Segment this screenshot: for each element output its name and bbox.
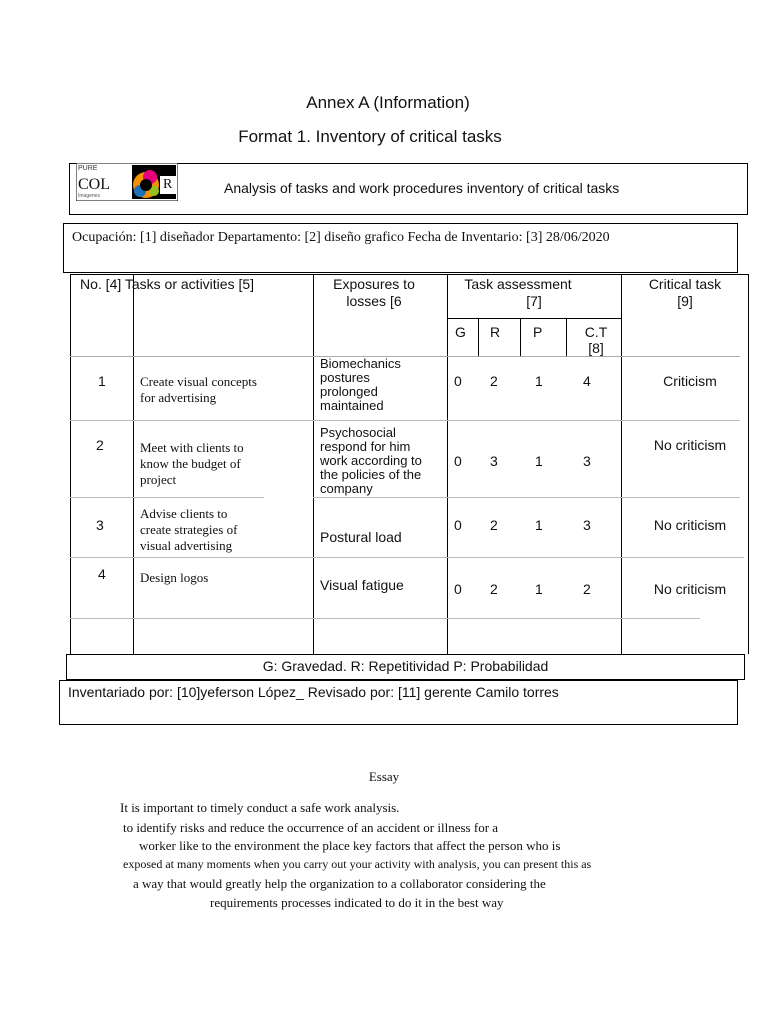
header-ct-1: C.T bbox=[584, 324, 608, 340]
legend-text: G: Gravedad. R: Repetitividad P: Probabilidad bbox=[262, 658, 549, 674]
header-critical-1: Critical task bbox=[648, 276, 722, 292]
exposure-text: Psychosocial respond for him work according to the policies of the company bbox=[320, 425, 422, 496]
company-logo bbox=[76, 163, 178, 201]
r-value: 3 bbox=[490, 453, 498, 469]
table-right-border bbox=[748, 274, 749, 654]
p-value: 1 bbox=[535, 373, 543, 389]
annex-title: Annex A (Information) bbox=[306, 93, 470, 112]
header-assessment-1: Task assessment bbox=[464, 276, 572, 292]
inventoried-by-text: Inventariado por: [10]yeferson López_ Revisado por: [11] gerente Camilo torres bbox=[68, 684, 559, 700]
critical-value: Criticism bbox=[663, 373, 717, 389]
task-text: Design logos bbox=[140, 570, 209, 585]
r-value: 2 bbox=[490, 373, 498, 389]
row-number: 2 bbox=[96, 437, 104, 453]
g-value: 0 bbox=[454, 373, 462, 389]
exposure-text: Postural load bbox=[320, 529, 402, 545]
header-exposures-2: losses [6 bbox=[346, 293, 402, 309]
essay-line: requirements processes indicated to do it in the best way bbox=[210, 895, 504, 910]
header-assessment-2: [7] bbox=[526, 293, 542, 309]
analysis-title: Analysis of tasks and work procedures inventory of critical tasks bbox=[224, 180, 620, 196]
col-divider-4 bbox=[621, 274, 622, 654]
logo-left-text: COL bbox=[78, 176, 110, 193]
task-text: Meet with clients to know the budget of project bbox=[140, 440, 244, 487]
header-r: R bbox=[490, 324, 501, 340]
g-value: 0 bbox=[454, 517, 462, 533]
p-value: 1 bbox=[535, 517, 543, 533]
row-number: 4 bbox=[98, 566, 106, 582]
p-value: 1 bbox=[535, 453, 543, 469]
row-line-1 bbox=[70, 356, 740, 357]
essay-line: a way that would greatly help the organization to a collaborator considering the bbox=[133, 876, 546, 891]
critical-value: No criticism bbox=[653, 581, 727, 597]
header-ct-2: [8] bbox=[588, 340, 604, 356]
g-r-divider bbox=[478, 318, 479, 356]
assessment-subheader-line bbox=[447, 318, 621, 319]
essay-line: worker like to the environment the place key factors that affect the person who is bbox=[139, 838, 561, 853]
p-value: 1 bbox=[535, 581, 543, 597]
essay-line: exposed at many moments when you carry out your activity with analysis, you can present this as bbox=[123, 857, 592, 871]
g-value: 0 bbox=[454, 581, 462, 597]
header-no-tasks: No. [4] Tasks or activities [5] bbox=[80, 276, 255, 292]
row-line-2 bbox=[70, 420, 740, 421]
row-line-5 bbox=[70, 618, 700, 619]
exposure-text: Visual fatigue bbox=[320, 577, 404, 593]
header-exposures-1: Exposures to bbox=[333, 276, 415, 292]
occupation-line: Ocupación: [1] diseñador Departamento: [2] diseño grafico Fecha de Inventario: [3] 28/06/2020 bbox=[72, 230, 610, 245]
g-value: 0 bbox=[454, 453, 462, 469]
r-p-divider bbox=[520, 318, 521, 356]
exposure-text: Biomechanics postures prolonged maintained bbox=[320, 356, 401, 413]
task-text: Create visual concepts for advertising bbox=[140, 374, 257, 405]
critical-value: No criticism bbox=[653, 437, 727, 453]
critical-value: No criticism bbox=[653, 517, 727, 533]
col-divider-3 bbox=[447, 274, 448, 654]
col-divider-1 bbox=[133, 274, 134, 654]
essay-title: Essay bbox=[368, 769, 400, 784]
ct-value: 4 bbox=[583, 373, 591, 389]
col-divider-2 bbox=[313, 274, 314, 654]
essay-line: to identify risks and reduce the occurrence of an accident or illness for a bbox=[123, 820, 499, 835]
header-critical-2: [9] bbox=[677, 293, 693, 309]
row-line-3b bbox=[313, 497, 740, 498]
logo-bottom-text: Imagenes bbox=[78, 193, 100, 199]
essay-line: It is important to timely conduct a safe work analysis. bbox=[120, 800, 400, 815]
format-title: Format 1. Inventory of critical tasks bbox=[238, 127, 502, 146]
p-ct-divider bbox=[566, 318, 567, 356]
logo-right-text: R bbox=[163, 177, 173, 192]
ct-value: 3 bbox=[583, 517, 591, 533]
row-line-4 bbox=[70, 557, 744, 558]
r-value: 2 bbox=[490, 517, 498, 533]
header-g: G bbox=[455, 324, 466, 340]
r-value: 2 bbox=[490, 581, 498, 597]
table-top-border bbox=[70, 274, 748, 275]
task-text: Advise clients to create strategies of visual advertising bbox=[140, 506, 238, 553]
header-p: P bbox=[533, 324, 543, 340]
row-line-3a bbox=[70, 497, 264, 498]
ct-value: 2 bbox=[583, 581, 591, 597]
ct-value: 3 bbox=[583, 453, 591, 469]
logo-top-text: PURE bbox=[78, 165, 98, 172]
row-number: 1 bbox=[98, 373, 106, 389]
row-number: 3 bbox=[96, 517, 104, 533]
table-left-border bbox=[70, 274, 71, 654]
